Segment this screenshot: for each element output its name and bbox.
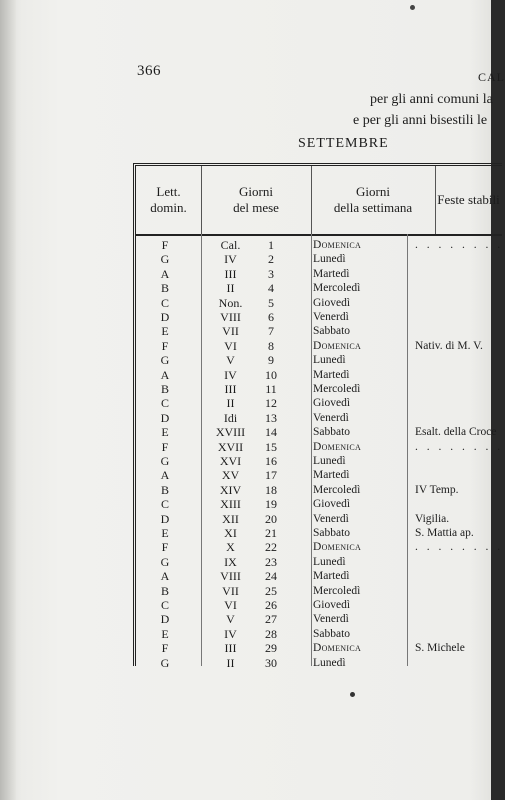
cell-weekday: Mercoledì: [313, 383, 361, 395]
cell-dominical-letter: G: [160, 655, 170, 670]
cell-feast: S. Michele: [415, 642, 465, 655]
cell-roman-date: Non.: [218, 295, 243, 310]
table-row: [136, 483, 502, 497]
cell-day-number: 1: [268, 238, 274, 252]
header-fixed-feasts: [435, 166, 502, 236]
cell-dominical-letter: A: [160, 266, 170, 281]
header-col3-line2: della settimana: [333, 200, 413, 215]
cell-day-number: 22: [265, 540, 277, 555]
table-row: [136, 569, 502, 583]
cell-weekday: Martedì: [313, 368, 350, 381]
cell-weekday: Lunedì: [313, 253, 346, 266]
cell-weekday: Mercoledì: [313, 282, 361, 295]
cell-dominical-letter: G: [160, 454, 170, 468]
cell-weekday: Sabbato: [313, 325, 351, 338]
cell-weekday: Venerdì: [313, 613, 349, 626]
header-col3-line1: Giorni: [356, 184, 390, 199]
header-days-of-month: [201, 166, 312, 236]
table-row: [136, 267, 502, 281]
table-row: [136, 641, 502, 655]
cell-dominical-letter: B: [160, 281, 169, 296]
table-row: [136, 612, 502, 626]
cell-roman-date: XVI: [219, 454, 242, 468]
cell-day-number: 9: [268, 353, 274, 368]
cell-weekday: Domenica: [313, 541, 362, 554]
cell-dominical-letter: C: [160, 598, 169, 612]
cell-dominical-letter: F: [161, 641, 169, 656]
cell-day-number: 26: [265, 598, 277, 612]
cell-roman-date: XVII: [217, 439, 244, 454]
table-row: [136, 281, 502, 295]
cell-weekday: Lunedì: [313, 455, 346, 467]
cell-weekday: Sabbato: [313, 627, 351, 640]
cell-weekday: Martedì: [313, 570, 350, 583]
table-row: [136, 526, 502, 540]
cell-dominical-letter: C: [160, 497, 169, 512]
subtitle-line-1: per gli anni comuni la: [370, 92, 493, 107]
table-row: [136, 555, 502, 569]
cell-roman-date: VII: [222, 583, 239, 598]
cell-feast: Esalt. della Croce: [415, 426, 497, 439]
cell-dominical-letter: A: [160, 569, 170, 584]
cell-day-number: 21: [265, 526, 277, 540]
cell-dominical-letter: D: [160, 410, 170, 425]
cell-roman-date: III: [224, 266, 237, 281]
table-row: [136, 310, 502, 324]
cell-day-number: 30: [265, 655, 277, 670]
cell-roman-date: VI: [224, 598, 237, 612]
cell-day-number: 4: [268, 281, 274, 296]
cell-roman-date: XIII: [220, 497, 241, 512]
cell-day-number: 27: [265, 612, 277, 627]
cell-weekday: Martedì: [313, 267, 350, 280]
cell-roman-date: VIII: [220, 569, 241, 584]
header-dominical-letter: [136, 166, 202, 236]
table-row: [136, 627, 502, 641]
cell-day-number: 28: [265, 626, 277, 641]
cell-day-number: 5: [268, 295, 274, 310]
cell-weekday: Venerdì: [313, 512, 349, 525]
table-row: [136, 584, 502, 598]
cell-roman-date: VII: [222, 324, 239, 339]
cell-feast: S. Mattia ap.: [415, 527, 474, 539]
cell-dominical-letter: C: [160, 396, 169, 411]
cell-feast: . . . . . . . .: [415, 440, 504, 453]
cell-day-number: 3: [268, 266, 274, 281]
table-row: [136, 512, 502, 526]
cell-weekday: Giovedì: [313, 498, 351, 511]
table-row: [136, 440, 502, 454]
cell-day-number: 2: [268, 252, 274, 267]
cell-weekday: Sabbato: [313, 527, 351, 539]
cell-day-number: 29: [265, 641, 277, 656]
cell-roman-date: II: [226, 396, 235, 411]
cell-roman-date: XIV: [219, 482, 242, 497]
cell-day-number: 8: [268, 338, 274, 353]
table-row: [136, 540, 502, 554]
cell-day-number: 16: [265, 454, 277, 468]
cell-feast: . . . . . . . .: [415, 541, 504, 554]
cell-roman-date: II: [226, 655, 235, 670]
cell-roman-date: IV: [224, 252, 237, 267]
header-col4: Feste stabili: [437, 192, 500, 207]
cell-weekday: Mercoledì: [313, 483, 361, 496]
header-col1-line2: domin.: [150, 200, 187, 215]
cell-dominical-letter: D: [160, 511, 170, 526]
cell-dominical-letter: B: [160, 382, 169, 396]
table-row: [136, 656, 502, 670]
cell-weekday: Lunedì: [313, 354, 346, 367]
cell-day-number: 6: [268, 310, 274, 324]
cell-dominical-letter: D: [160, 310, 170, 324]
month-title: SETTEMBRE: [298, 136, 389, 151]
cell-dominical-letter: E: [161, 626, 169, 641]
cell-day-number: 15: [265, 439, 277, 454]
cell-dominical-letter: E: [161, 526, 169, 540]
cell-dominical-letter: E: [161, 425, 169, 440]
cell-weekday: Sabbato: [313, 426, 351, 439]
running-head: CAL: [478, 70, 505, 84]
table-row: [136, 324, 502, 338]
cell-dominical-letter: A: [160, 367, 170, 382]
cell-weekday: Venerdì: [313, 311, 349, 323]
cell-dominical-letter: D: [160, 612, 170, 627]
cell-roman-date: IV: [224, 626, 237, 641]
header-col2-line2: del mese: [233, 200, 279, 215]
cell-roman-date: XI: [224, 526, 237, 540]
cell-roman-date: IV: [224, 367, 237, 382]
cell-roman-date: Cal.: [220, 238, 241, 252]
cell-dominical-letter: E: [161, 324, 169, 339]
ink-speck: [410, 5, 415, 10]
cell-day-number: 14: [265, 425, 277, 440]
table-row: [136, 368, 502, 382]
table-row: [136, 425, 502, 439]
cell-dominical-letter: F: [161, 439, 169, 454]
cell-day-number: 12: [265, 396, 277, 411]
header-days-of-week: [311, 166, 436, 236]
cell-weekday: Lunedì: [313, 555, 346, 568]
cell-dominical-letter: F: [161, 238, 169, 252]
cell-day-number: 24: [265, 569, 277, 584]
subtitle-line-2: e per gli anni bisestili le: [353, 113, 488, 128]
cell-day-number: 18: [265, 482, 277, 497]
table-row: [136, 339, 502, 353]
cell-dominical-letter: F: [161, 338, 169, 353]
cell-weekday: Mercoledì: [313, 584, 361, 597]
cell-dominical-letter: A: [160, 468, 170, 483]
cell-day-number: 11: [265, 382, 277, 396]
table-row: [136, 396, 502, 410]
cell-feast: Vigilia.: [415, 512, 450, 525]
cell-roman-date: III: [224, 641, 237, 656]
cell-roman-date: VI: [224, 338, 237, 353]
cell-day-number: 13: [265, 410, 277, 425]
page-gutter-shadow: [0, 0, 16, 800]
cell-roman-date: V: [226, 353, 235, 368]
table-row: [136, 296, 502, 310]
table-row: [136, 497, 502, 511]
cell-roman-date: X: [226, 540, 235, 555]
table-row: [136, 382, 502, 396]
cell-day-number: 19: [265, 497, 277, 512]
cell-dominical-letter: G: [160, 252, 170, 267]
cell-day-number: 7: [268, 324, 274, 339]
cell-day-number: 10: [265, 367, 277, 382]
cell-dominical-letter: B: [160, 482, 169, 497]
cell-roman-date: III: [224, 382, 237, 396]
cell-weekday: Domenica: [313, 440, 362, 453]
cell-feast: . . . . . . . .: [415, 239, 504, 251]
cell-dominical-letter: G: [160, 353, 170, 368]
cell-roman-date: XII: [222, 511, 239, 526]
cell-weekday: Domenica: [313, 642, 362, 655]
cell-roman-date: V: [226, 612, 235, 627]
cell-dominical-letter: B: [160, 583, 169, 598]
cell-weekday: Giovedì: [313, 296, 351, 309]
header-col2-line1: Giorni: [239, 184, 273, 199]
cell-day-number: 25: [265, 583, 277, 598]
ink-speck: [350, 692, 355, 697]
header-col1-line1: Lett.: [156, 184, 181, 199]
cell-dominical-letter: G: [160, 554, 170, 569]
cell-weekday: Domenica: [313, 239, 362, 251]
table-row: [136, 238, 502, 252]
cell-feast: Nativ. di M. V.: [415, 339, 483, 352]
cell-dominical-letter: C: [160, 295, 169, 310]
table-row: [136, 598, 502, 612]
table-row: [136, 454, 502, 468]
cell-roman-date: II: [226, 281, 235, 296]
cell-weekday: Giovedì: [313, 599, 351, 611]
cell-day-number: 17: [265, 468, 277, 483]
cell-weekday: Lunedì: [313, 656, 346, 669]
cell-roman-date: XV: [221, 468, 240, 483]
table-row: [136, 468, 502, 482]
cell-day-number: 20: [265, 511, 277, 526]
cell-roman-date: Idi: [223, 410, 238, 425]
cell-weekday: Giovedì: [313, 397, 351, 410]
cell-weekday: Domenica: [313, 339, 362, 352]
table-row: [136, 252, 502, 266]
cell-roman-date: VIII: [220, 310, 241, 324]
table-row: [136, 411, 502, 425]
table-row: [136, 353, 502, 367]
cell-dominical-letter: F: [161, 540, 169, 555]
cell-roman-date: IX: [224, 554, 237, 569]
calendar-table: [133, 163, 504, 670]
cell-roman-date: XVIII: [215, 425, 246, 440]
cell-day-number: 23: [265, 554, 277, 569]
cell-weekday: Martedì: [313, 469, 350, 482]
cell-weekday: Venerdì: [313, 411, 349, 424]
page-number: 366: [137, 63, 161, 79]
cell-feast: IV Temp.: [415, 483, 459, 496]
